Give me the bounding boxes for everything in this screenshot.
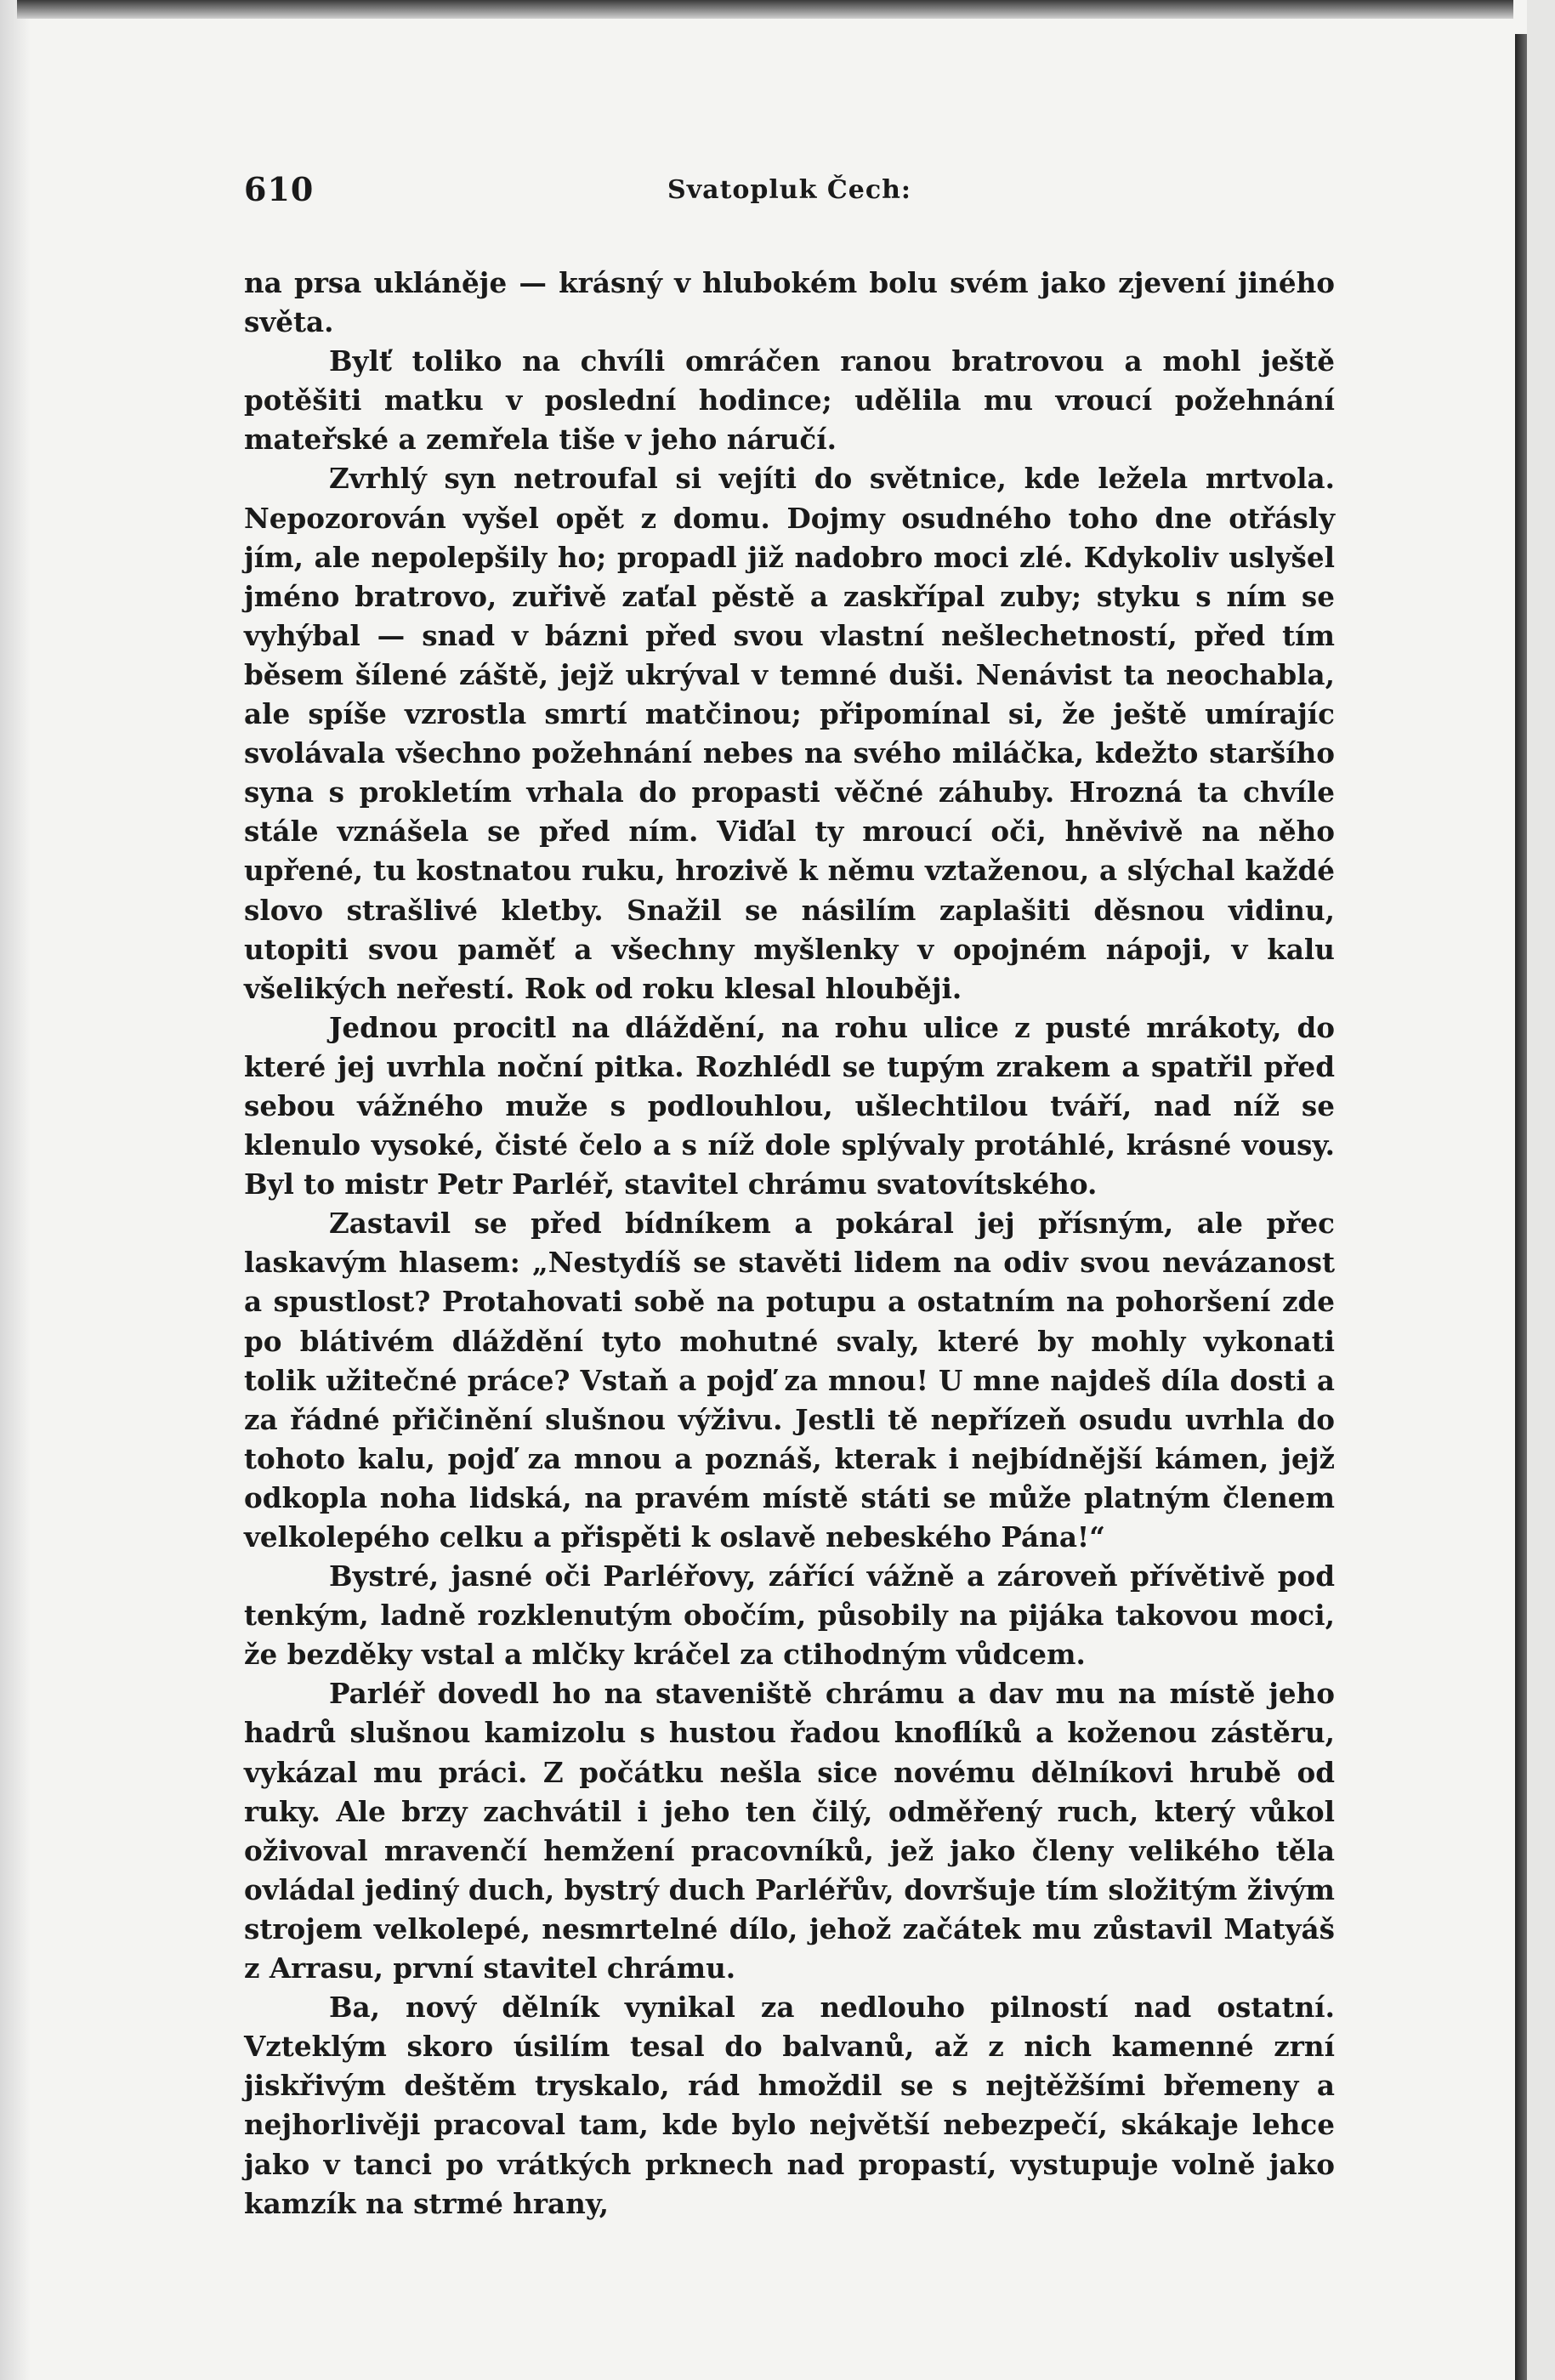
paragraph: Jednou procitl na dláždění, na rohu ulice z pusté mrákoty, do které jej uvrhla noční pitka. Rozhlédl se tupým zrakem a spatřil před sebou vážného muže s podlouhlou, ušlechtilou tváří, nad níž se klenulo vysoké, čisté čelo a s níž dole splývaly protáhlé, krásné vousy. Byl to mistr Petr Parléř, stavitel chrámu svatovítského. — [244, 1010, 1335, 1201]
scan-right-margin — [1527, 0, 1555, 2380]
page-header — [244, 170, 1335, 230]
scan-right-edge — [1515, 34, 1527, 2380]
paragraph: Parléř dovedl ho na staveniště chrámu a dav mu na místě jeho hadrů slušnou kamizolu s hustou řadou knoflíků a koženou zástěru, vykázal mu práci. Z počátku nešla sice novému dělníkovi hrubě od ruky. Ale brzy zachvátil i jeho ten čilý, odměřený ruch, který vůkol oživoval mravenčí hemžení pracovníků, jež jako členy velikého těla ovládal jediný duch, bystrý duch Parléřův, dovršuje tím složitým živým strojem velkolepé, nesmrtelné dílo, jehož začátek mu zůstavil Matyáš z Arrasu, první stavitel chrámu. — [244, 1677, 1335, 1985]
scan-top-edge — [17, 0, 1513, 19]
book-page — [244, 170, 1335, 2224]
page-number: 610 — [244, 170, 315, 208]
paragraph: Zvrhlý syn netroufal si vejíti do světnice, kde ležela mrtvola. Nepozorován vyšel opět z domu. Dojmy osudného toho dne otřásly jím, ale nepolepšily ho; propadl již nadobro moci zlé. Kdykoliv uslyšel jméno bratrovo, zuřivě zaťal pěstě a zaskřípal zuby; styku s ním se vyhýbal — snad v bázni před svou vlastní nešlechetností, před tím běsem šílené záště, jejž ukrýval v temné duši. Nenávist ta neochabla, ale spíše vzrostla smrtí matčinou; připomínal si, že ještě umírajíc svolávala všechno požehnání nebes na svého miláčka, kdežto staršího syna s prokletím vrhala do propasti věčné záhuby. Hrozná ta chvíle stále vznášela se před ním. Viďal ty mroucí oči, hněvivě na něho upřené, tu kostnatou ruku, hrozivě k němu vztaženou, a slýchal každé slovo strašlivé kletby. Snažil se násilím zaplašiti děsnou vidinu, utopiti svou paměť a všechny myšlenky v opojném nápoji, v kalu všelikých neřestí. Rok od roku klesal hlouběji. — [244, 462, 1335, 1005]
paragraph: Zastavil se před bídníkem a pokáral jej přísným, ale přec laskavým hlasem: „Nestydíš se stavěti lidem na odiv svou nevázanost a spustlost? Protahovati sobě na potupu a ostatním na pohoršení zde po blátivém dláždění tyto mohutné svaly, které by mohly vykonati tolik užitečné práce? Vstaň a pojď za mnou! U mne najdeš díla dosti a za řádné přičinění slušnou výživu. Jestli tě nepřízeň osudu uvrhla do tohoto kalu, pojď za mnou a poznáš, kterak i nejbídnější kámen, jejž odkopla noha lidská, na pravém místě státi se může platným členem velkolepého celku a přispěti k oslavě nebeského Pána!“ — [244, 1207, 1335, 1554]
paragraph: na prsa ukláněje — krásný v hlubokém bolu svém jako zjevení jiného světa. — [244, 266, 1335, 339]
scan-left-margin — [0, 0, 31, 2380]
paragraph: Bystré, jasné oči Parléřovy, zářící vážně a zároveň přívětivě pod tenkým, ladně rozklenutým obočím, působily na pijáka takovou moci, že bezděky vstal a mlčky kráčel za ctihodným vůdcem. — [244, 1559, 1335, 1672]
paragraph: Ba, nový dělník vynikal za nedlouho pilností nad ostatní. Vzteklým skoro úsilím tesal do balvanů, až z nich kamenné zrní jiskřivým deštěm tryskalo, rád hmoždil se s nejtěžšími břemeny a nejhorlivěji pracoval tam, kde bylo největší nebezpečí, skákaje lehce jako v tanci po vrátkých prknech nad propastí, vystupuje volně jako kamzík na strmé hrany, — [244, 1991, 1335, 2220]
body-text — [244, 264, 1335, 2224]
paragraph: Bylť toliko na chvíli omráčen ranou bratrovou a mohl ještě potěšiti matku v poslední hodince; udělila mu vroucí požehnání mateřské a zemřela tiše v jeho náručí. — [244, 344, 1335, 457]
running-title: Svatopluk Čech: — [667, 175, 911, 205]
